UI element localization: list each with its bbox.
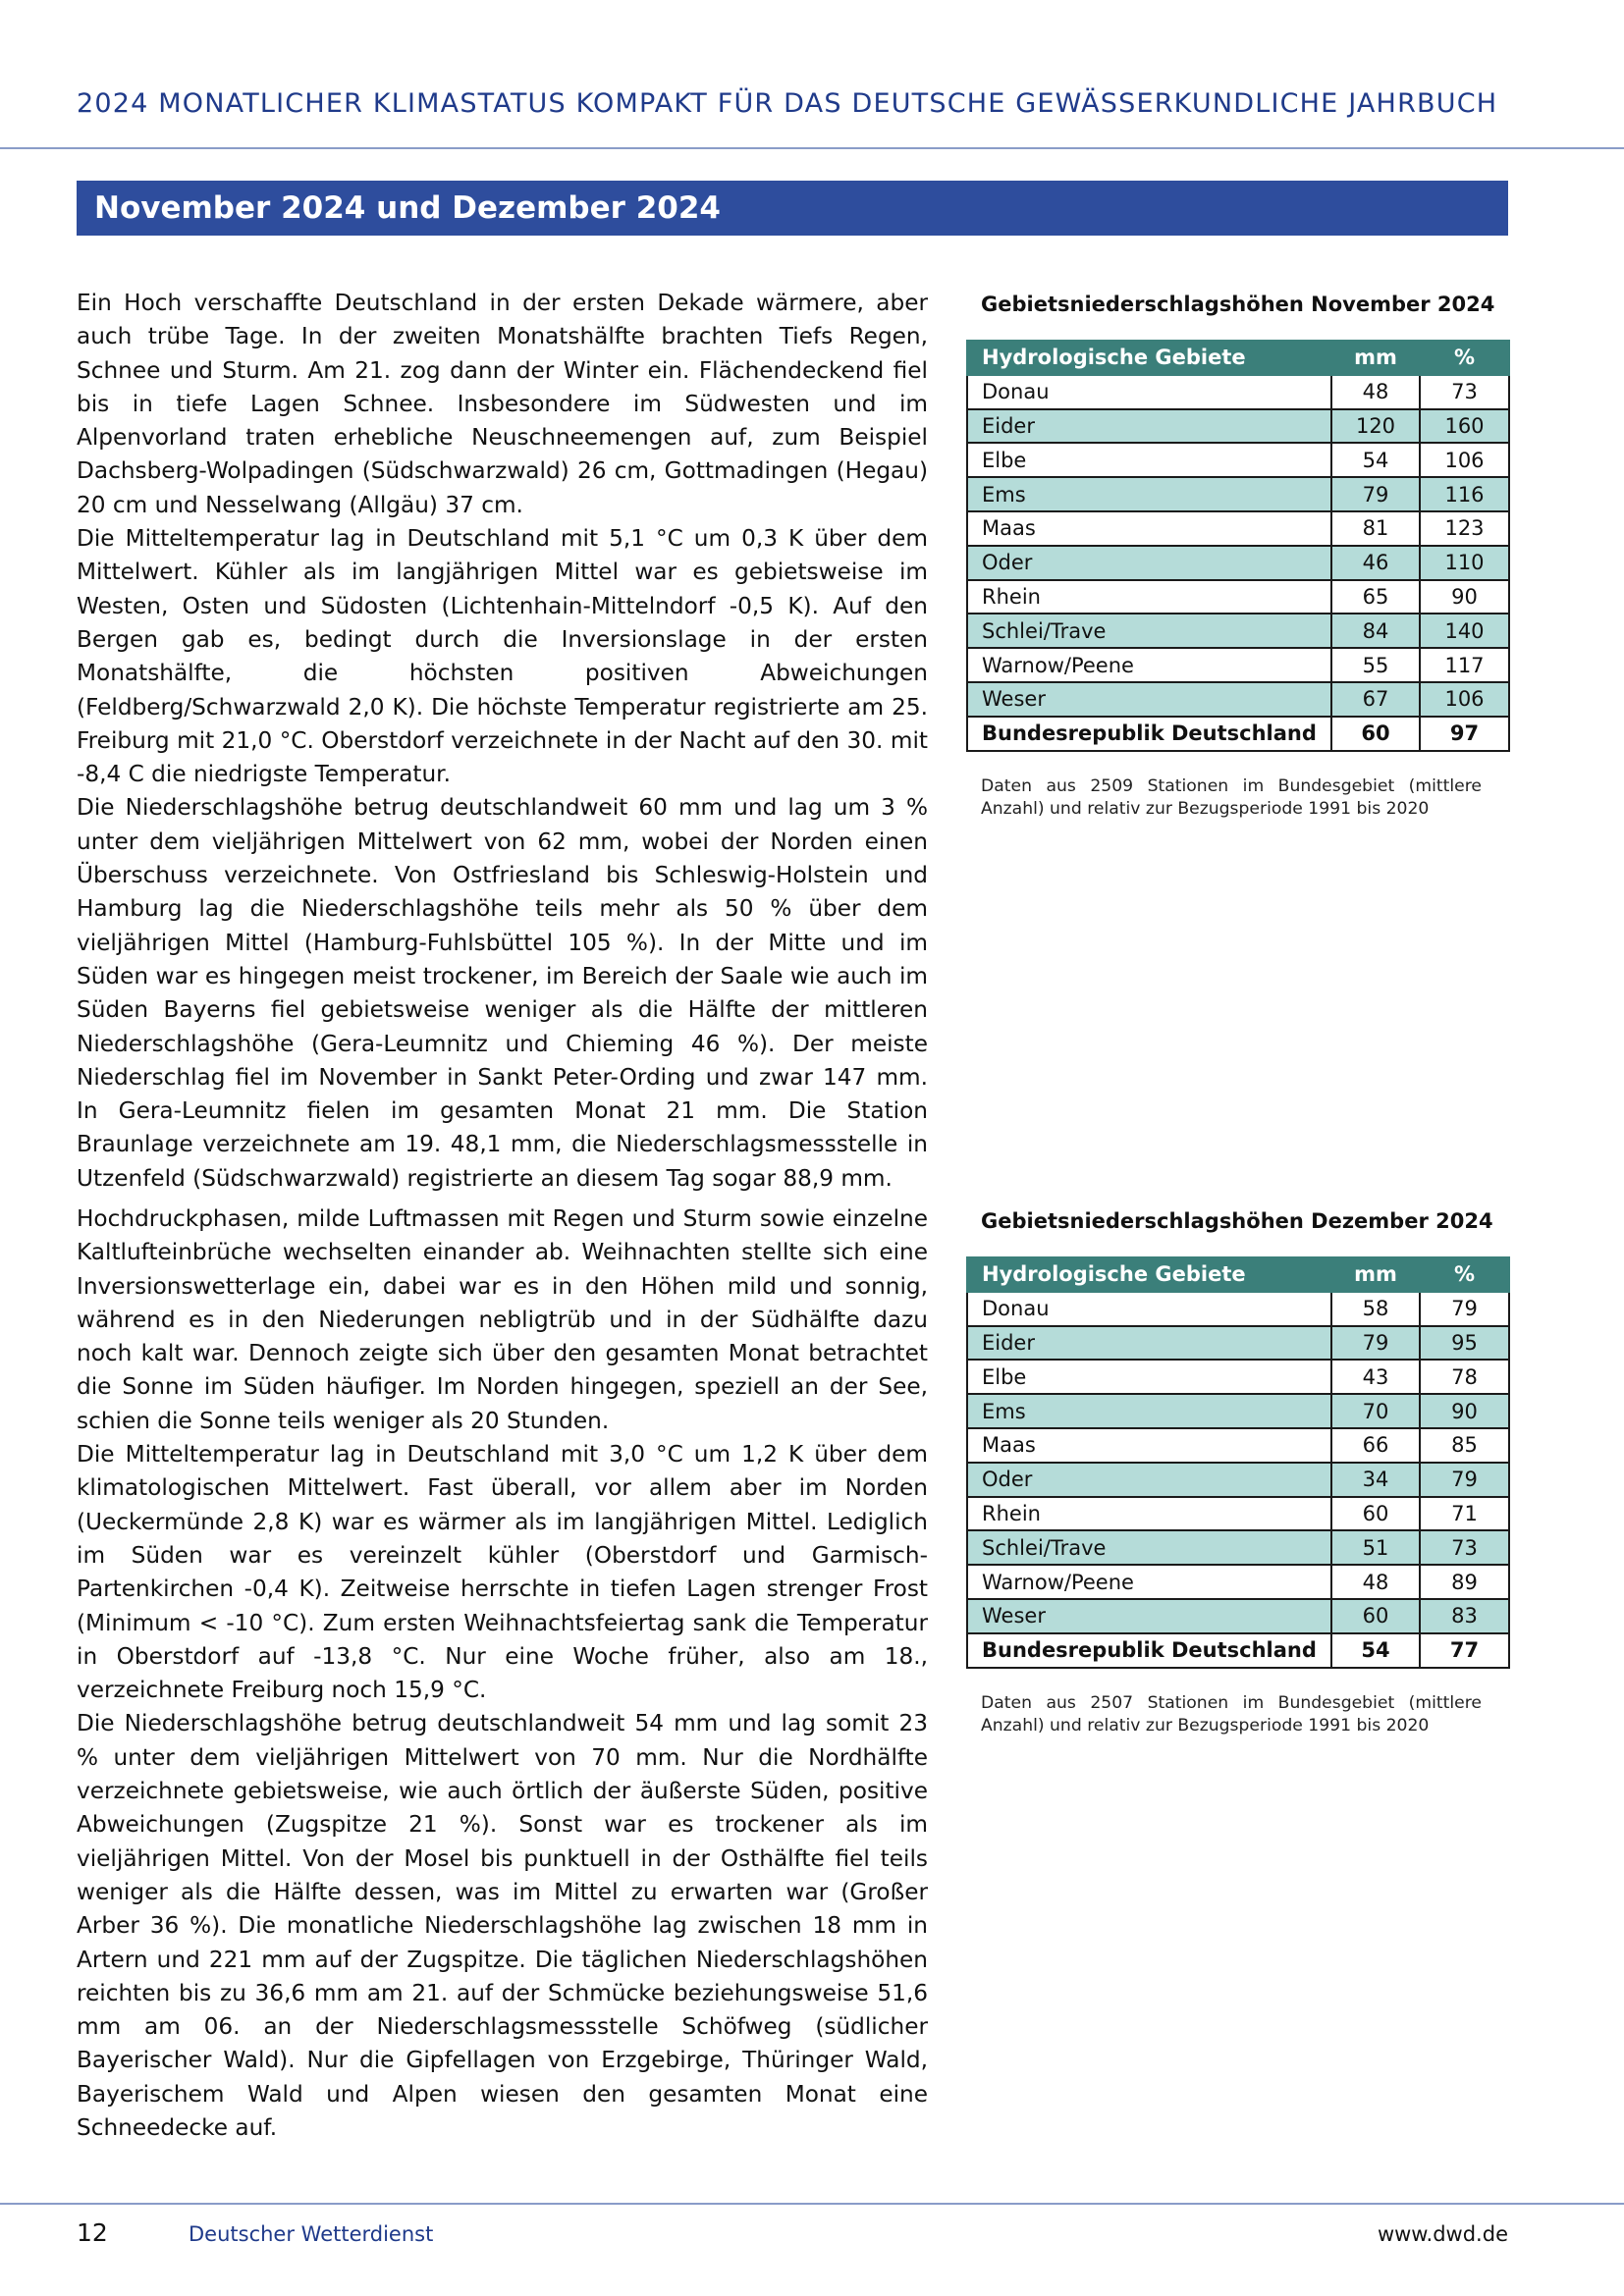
header-divider [0, 147, 1624, 149]
mm-cell: 34 [1331, 1463, 1420, 1497]
region-cell: Schlei/Trave [967, 614, 1331, 648]
table-row [967, 375, 1509, 409]
mm-cell: 48 [1331, 375, 1420, 409]
mm-cell: 67 [1331, 682, 1420, 717]
mm-cell: 60 [1331, 1599, 1420, 1633]
region-cell: Eider [967, 409, 1331, 444]
mm-cell: 55 [1331, 648, 1420, 682]
mm-cell: 58 [1331, 1292, 1420, 1326]
region-cell: Maas [967, 1428, 1331, 1463]
percent-cell: 79 [1420, 1292, 1509, 1326]
footer-divider [0, 2203, 1624, 2205]
region-cell: Maas [967, 511, 1331, 546]
percent-cell: 140 [1420, 614, 1509, 648]
region-cell: Bundesrepublik Deutschland [967, 717, 1331, 751]
mm-cell: 43 [1331, 1360, 1420, 1394]
region-cell: Elbe [967, 1360, 1331, 1394]
region-cell: Ems [967, 1394, 1331, 1428]
dezember-paragraph: Die Mitteltemperatur lag in Deutschland mit 3,0 °C um 1,2 K über dem klimatologischen Mittelwert. Fast überall, vor allem aber im Norden (Ueckermünde 2,8 K) war es wärmer als im langjährigen Mittel. Lediglich im Süden war es vereinzelt kühler (Oberstdorf und Garmisch-Partenkirchen -0,4 K). Zeitweise herrschte in tiefen Lagen strenger Frost (Minimum < -10 °C). Zum ersten Weihnachtsfeiertag sank die Temperatur in Oberstdorf auf -13,8 °C. Nur eine Woche früher, also am 18., verzeichnete Freiburg noch 15,9 °C. [77, 1441, 928, 1704]
dezember-paragraph: Die Niederschlagshöhe betrug deutschlandweit 54 mm und lag somit 23 % unter dem vieljährigen Mittelwert von 70 mm. Nur die Nordhälfte verzeichnete gebietsweise, wie auch örtlich der äußerste Süden, positive Abweichungen (Zugspitze 21 %). Sonst war es trockener als im vieljährigen Mittel. Von der Mosel bis punktuell in der Osthälfte fiel teils weniger als die Hälfte dessen, was im Mittel zu erwarten war (Großer Arber 36 %). Die monatliche Niederschlagshöhe lag zwischen 18 mm in Artern und 221 mm auf der Zugspitze. Die täglichen Niederschlagshöhen reichten bis zu 36,6 mm am 21. auf der Schmücke beziehungsweise 51,6 mm am 06. an der Niederschlagsmessstelle Schöfweg (südlicher Bayerischer Wald). Nur die Gipfellagen von Erzgebirge, Thüringer Wald, Bayerischem Wald und Alpen wiesen den gesamten Monat eine Schneedecke auf. [77, 1710, 928, 2142]
region-cell: Rhein [967, 1497, 1331, 1531]
table-row [967, 1497, 1509, 1531]
mm-cell: 81 [1331, 511, 1420, 546]
table-row [967, 1599, 1509, 1633]
dezember-table-title: Gebietsniederschlagshöhen Dezember 2024 [981, 1209, 1493, 1233]
mm-cell: 66 [1331, 1428, 1420, 1463]
dezember-table-block [966, 1207, 1508, 1737]
mm-cell: 70 [1331, 1394, 1420, 1428]
percent-cell: 117 [1420, 648, 1509, 682]
footer-organization: Deutscher Wetterdienst [189, 2222, 434, 2246]
mm-cell: 60 [1331, 1497, 1420, 1531]
column-header-percent: % [1420, 1257, 1509, 1292]
percent-cell: 89 [1420, 1565, 1509, 1599]
table-row [967, 648, 1509, 682]
mm-cell: 46 [1331, 546, 1420, 580]
region-cell: Oder [967, 546, 1331, 580]
november-table-note: Daten aus 2509 Stationen im Bundesgebiet (mittlere Anzahl) und relativ zur Bezugsperiode 1991 bis 2020 [981, 775, 1482, 819]
percent-cell: 110 [1420, 546, 1509, 580]
mm-cell: 54 [1331, 1633, 1420, 1668]
region-cell: Bundesrepublik Deutschland [967, 1633, 1331, 1668]
total-row [967, 717, 1509, 751]
region-cell: Weser [967, 682, 1331, 717]
table-row [967, 546, 1509, 580]
november-precipitation-table [966, 340, 1510, 752]
percent-cell: 77 [1420, 1633, 1509, 1668]
mm-cell: 48 [1331, 1565, 1420, 1599]
mm-cell: 51 [1331, 1530, 1420, 1565]
column-header-mm: mm [1331, 1257, 1420, 1292]
percent-cell: 71 [1420, 1497, 1509, 1531]
table-row [967, 1463, 1509, 1497]
table-row [967, 1530, 1509, 1565]
region-cell: Donau [967, 375, 1331, 409]
region-cell: Eider [967, 1326, 1331, 1361]
running-header: 2024 MONATLICHER KLIMASTATUS KOMPAKT FÜR DAS DEUTSCHE GEWÄSSERKUNDLICHE JAHRBUCH [77, 88, 1498, 119]
percent-cell: 79 [1420, 1463, 1509, 1497]
table-row [967, 1565, 1509, 1599]
dezember-text [77, 1202, 928, 2145]
footer-website: www.dwd.de [1377, 2222, 1508, 2246]
table-header-row [967, 341, 1509, 375]
dezember-table-note: Daten aus 2507 Stationen im Bundesgebiet (mittlere Anzahl) und relativ zur Bezugsperiode 1991 bis 2020 [981, 1692, 1482, 1735]
table-row [967, 511, 1509, 546]
percent-cell: 73 [1420, 1530, 1509, 1565]
percent-cell: 90 [1420, 580, 1509, 614]
percent-cell: 83 [1420, 1599, 1509, 1633]
percent-cell: 90 [1420, 1394, 1509, 1428]
november-table-title: Gebietsniederschlagshöhen November 2024 [981, 293, 1495, 316]
percent-cell: 85 [1420, 1428, 1509, 1463]
dezember-precipitation-table [966, 1256, 1510, 1669]
mm-cell: 79 [1331, 1326, 1420, 1361]
percent-cell: 116 [1420, 477, 1509, 511]
total-row [967, 1633, 1509, 1668]
mm-cell: 79 [1331, 477, 1420, 511]
column-header-percent: % [1420, 341, 1509, 375]
table-row [967, 409, 1509, 444]
percent-cell: 106 [1420, 443, 1509, 477]
november-text [77, 287, 928, 1196]
november-paragraph: Ein Hoch verschaffte Deutschland in der ersten Dekade wärmere, aber auch trübe Tage. In der zweiten Monatshälfte brachten Tiefs Regen, Schnee und Sturm. Am 21. zog dann der Winter ein. Flächendeckend fiel bis in tiefe Lagen Schnee. Insbesondere im Südwesten und im Alpenvorland traten erhebliche Neuschneemengen auf, zum Beispiel Dachsberg-Wolpadingen (Südschwarzwald) 26 cm, Gottmadingen (Hegau) 20 cm und Nesselwang (Allgäu) 37 cm. [77, 290, 928, 518]
table-row [967, 477, 1509, 511]
region-cell: Oder [967, 1463, 1331, 1497]
table-row [967, 1360, 1509, 1394]
percent-cell: 97 [1420, 717, 1509, 751]
table-header-row [967, 1257, 1509, 1292]
percent-cell: 73 [1420, 375, 1509, 409]
region-cell: Ems [967, 477, 1331, 511]
percent-cell: 160 [1420, 409, 1509, 444]
table-row [967, 580, 1509, 614]
region-cell: Warnow/Peene [967, 648, 1331, 682]
november-paragraph: Die Niederschlagshöhe betrug deutschlandweit 60 mm und lag um 3 % unter dem vieljährigen Mittelwert von 62 mm, wobei der Norden einen Überschuss verzeichnete. Von Ostfriesland bis Schleswig-Holstein und Hamburg lag die Niederschlagshöhe teils mehr als 50 % über dem vieljährigen Mittel (Hamburg-Fuhlsbüttel 105 %). In der Mitte und im Süden war es hingegen meist trockener, im Bereich der Saale wie auch im Süden Bayerns fiel gebietsweise weniger als die Hälfte der mittleren Niederschlagshöhe (Gera-Leumnitz und Chieming 46 %). Der meiste Niederschlag fiel im November in Sankt Peter-Ording und zwar 147 mm. In Gera-Leumnitz fielen im gesamten Monat 21 mm. Die Station Braunlage verzeichnete am 19. 48,1 mm, die Niederschlagsmessstelle in Utzenfeld (Südschwarzwald) registrierte an diesem Tag sogar 88,9 mm. [77, 794, 928, 1192]
percent-cell: 106 [1420, 682, 1509, 717]
table-row [967, 1292, 1509, 1326]
table-row [967, 443, 1509, 477]
mm-cell: 84 [1331, 614, 1420, 648]
region-cell: Elbe [967, 443, 1331, 477]
percent-cell: 78 [1420, 1360, 1509, 1394]
table-row [967, 614, 1509, 648]
table-row [967, 682, 1509, 717]
section-title: November 2024 und Dezember 2024 [77, 181, 1508, 236]
mm-cell: 54 [1331, 443, 1420, 477]
table-row [967, 1394, 1509, 1428]
region-cell: Donau [967, 1292, 1331, 1326]
percent-cell: 95 [1420, 1326, 1509, 1361]
region-cell: Rhein [967, 580, 1331, 614]
mm-cell: 120 [1331, 409, 1420, 444]
percent-cell: 123 [1420, 511, 1509, 546]
november-paragraph: Die Mitteltemperatur lag in Deutschland mit 5,1 °C um 0,3 K über dem Mittelwert. Kühler als im langjährigen Mittel war es gebietsweise im Westen, Osten und Südosten (Lichtenhain-Mittelndorf -0,5 K). Auf den Bergen gab es, bedingt durch die Inversionslage in der ersten Monatshälfte, die höchsten positiven Abweichungen (Feldberg/Schwarzwald 2,0 K). Die höchste Temperatur registrierte am 25. Freiburg mit 21,0 °C. Oberstdorf verzeichnete in der Nacht auf den 30. mit -8,4 C die niedrigste Temperatur. [77, 525, 928, 788]
region-cell: Schlei/Trave [967, 1530, 1331, 1565]
page-number: 12 [77, 2218, 108, 2247]
table-row [967, 1428, 1509, 1463]
dezember-paragraph: Hochdruckphasen, milde Luftmassen mit Regen und Sturm sowie einzelne Kaltlufteinbrüche wechselten einander ab. Weihnachten stellte sich eine Inversionswetterlage ein, dabei war es in den Höhen mild und sonnig, während es in den Niederungen nebligtrüb und in der Südhälfte dazu noch kalt war. Dennoch zeigte sich über den gesamten Monat betrachtet die Sonne im Süden häufiger. Im Norden hingegen, speziell an der See, schien die Sonne teils weniger als 20 Stunden. [77, 1205, 928, 1434]
region-cell: Warnow/Peene [967, 1565, 1331, 1599]
column-header-region: Hydrologische Gebiete [967, 341, 1331, 375]
mm-cell: 65 [1331, 580, 1420, 614]
column-header-mm: mm [1331, 341, 1420, 375]
region-cell: Weser [967, 1599, 1331, 1633]
mm-cell: 60 [1331, 717, 1420, 751]
table-row [967, 1326, 1509, 1361]
november-table-block [966, 291, 1508, 821]
column-header-region: Hydrologische Gebiete [967, 1257, 1331, 1292]
